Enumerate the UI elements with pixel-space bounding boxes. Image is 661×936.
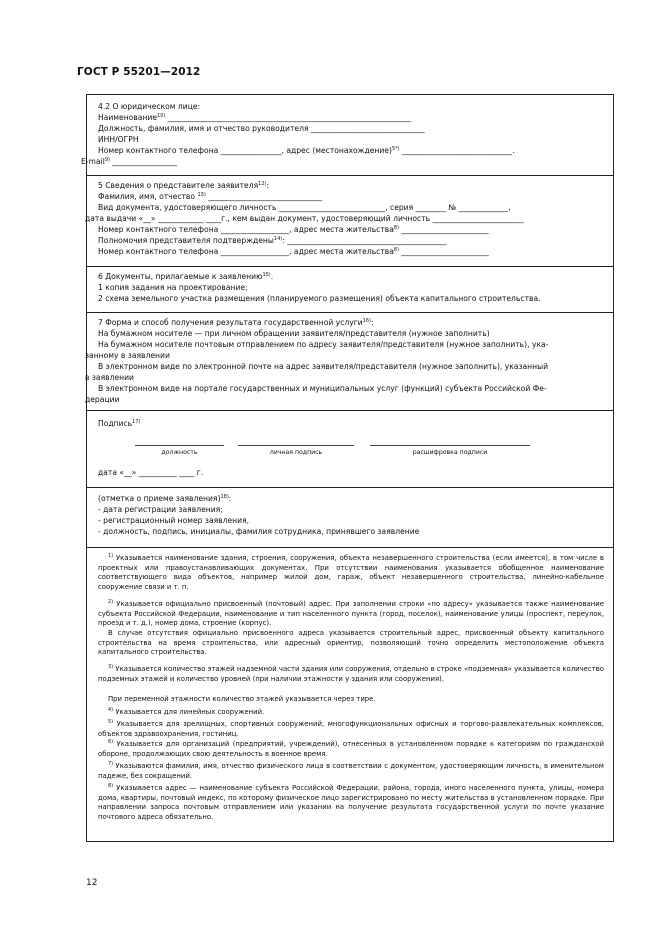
- residence-label: , адрес места жительства: [289, 225, 394, 234]
- footnote-text: Указывается адрес — наименование субъекта Российской Федерации, района, города, иного населенного пункта, улицы, номера дома, квартиры, почтовый индекс, по которому физическое лицо зарегистрировано по месту жительства в установленном порядке. При направлении запроса почтовым отправлением или указании на получение результата государственной услуги по почте указание почтового адреса обязательно.: [98, 784, 604, 821]
- footnote-text: Указывается для зрелищных, спортивных сооружений, многофункциональных офисных и торгово-развлекательных комплексов, объектов здравоохранения, гостиниц.: [98, 720, 604, 738]
- result-option-paper-personal[interactable]: На бумажном носителе — при личном обращении заявителя/представителя (нужное заполнить): [98, 329, 490, 338]
- footnote-text: Указывается для организаций (предприятий, учреждений), отнесенных в установленном порядке к категориям по гражданской обороне, продолжающих свою деятельность в военное время.: [98, 740, 604, 758]
- director-label: Должность, фамилия, имя и отчество руководителя: [98, 124, 309, 133]
- signature-decoding-caption: расшифровка подписи: [412, 449, 488, 456]
- residence-field[interactable]: _______________________: [401, 225, 489, 234]
- rep-powers-row: [98, 236, 447, 246]
- rep-doc-row: [98, 203, 511, 213]
- footnote-ref: 12): [258, 181, 267, 187]
- phone-field[interactable]: __________________: [220, 225, 290, 234]
- footnote-3-cont: При переменной этажности количество этажей указывается через тире.: [108, 695, 376, 703]
- footnote-ref: 8): [393, 225, 400, 231]
- fio-field[interactable]: ______________________________: [208, 192, 323, 201]
- legal-entity-section: [81, 95, 613, 176]
- document-item: 1 копия задания на проектирование;: [98, 283, 248, 292]
- documents-section: [87, 267, 613, 313]
- sign-day-field[interactable]: __: [124, 468, 132, 477]
- footnote-ref: 14): [273, 236, 283, 242]
- number-field[interactable]: _____________,: [458, 203, 511, 212]
- email-row: [81, 157, 177, 167]
- footnote-text: Указывается для линейных сооружений.: [115, 708, 265, 716]
- result-option-paper-post-cont: занному в заявлении: [85, 351, 170, 360]
- date-suffix: г.: [196, 468, 204, 477]
- page-number: 12: [86, 878, 98, 888]
- signature-section: [87, 411, 613, 488]
- footnote-marker: 6): [108, 739, 114, 745]
- signature-date-row: [98, 468, 203, 478]
- legal-entity-heading: 4.2 О юридическом лице:: [98, 102, 201, 111]
- documents-heading: [98, 272, 273, 282]
- acceptance-item: - дата регистрации заявления;: [98, 505, 223, 514]
- footnote-ref: 18): [220, 494, 229, 500]
- footnote-marker: 4): [108, 707, 114, 713]
- heading-text: 5 Сведения о представителе заявителя: [98, 181, 259, 190]
- footnote-ref: 8): [393, 247, 400, 253]
- heading-end: :: [371, 318, 374, 327]
- rep-fio-row: [98, 192, 322, 202]
- personal-signature-line[interactable]: [238, 445, 354, 446]
- result-heading: [98, 318, 374, 328]
- org-name-label: Наименование: [98, 113, 158, 122]
- position-line[interactable]: [135, 445, 224, 446]
- heading-text: (отметка о приеме заявления): [98, 494, 221, 503]
- email-field[interactable]: _________________: [112, 157, 177, 166]
- doc-label: Вид документа, удостоверяющего личность: [98, 203, 277, 212]
- phone-label: Номер контактного телефона: [98, 225, 219, 234]
- rep-phone-row: [98, 225, 489, 235]
- footnote-7: [98, 762, 604, 781]
- powers-end: :: [282, 236, 285, 245]
- result-option-portal-cont: дерации: [85, 395, 120, 404]
- doc-field[interactable]: ____________________________: [278, 203, 386, 212]
- signature-text: Подпись: [98, 419, 133, 428]
- personal-signature-caption: личная подпись: [269, 449, 323, 456]
- org-name-field[interactable]: ________________________________________________________________: [167, 113, 411, 122]
- footnote-1: [98, 554, 604, 592]
- result-option-paper-post[interactable]: На бумажном носителе почтовым отправлением по адресу заявителя/представителя (нужное заполнить), ука-: [98, 340, 549, 349]
- position-caption: должность: [161, 449, 198, 456]
- acceptance-item: - регистрационный номер заявления,: [98, 516, 250, 525]
- document-item: 2 схема земельного участка размещения (планируемого размещения) объекта капитального строительства.: [98, 294, 541, 303]
- issue-date-mid: »: [150, 214, 156, 223]
- signature-label: [98, 419, 141, 429]
- rep-issue-row: [85, 214, 524, 224]
- representative-heading: [98, 181, 269, 191]
- footnote-2-cont: В случае отсутствия официально присвоенного адреса указывается строительный адрес, присвоенный объекту капитального строительства на время строительства, или адресный ориентир, позволяющий точно определить местоположение объекта капитального строительства.: [98, 629, 604, 657]
- heading-end: .: [270, 272, 274, 281]
- footnote-marker: 3): [108, 664, 114, 670]
- rep-phone2-row: [98, 247, 489, 257]
- email-label: E-mail: [81, 157, 105, 166]
- date-prefix: дата «: [98, 468, 125, 477]
- acceptance-heading: [98, 494, 231, 504]
- powers-field[interactable]: __________________________________________: [287, 236, 447, 245]
- footnote-5: [98, 720, 604, 739]
- footnote-ref: 16): [362, 318, 371, 324]
- footnote-marker: 1): [108, 553, 114, 559]
- series-label: , серия: [385, 203, 414, 212]
- signature-decoding-line[interactable]: [370, 445, 530, 446]
- footnote-ref: 15): [262, 272, 271, 278]
- sign-year-field[interactable]: ____: [179, 468, 195, 477]
- number-label: №: [448, 203, 457, 212]
- address-label: , адрес (местонахождение): [281, 146, 392, 155]
- footnote-text: Указываются фамилия, имя, отчество физического лица в соответствии с документом, удостоверяющим личность, в именительном падеже, без сокращений.: [98, 762, 604, 780]
- acceptance-mark-section: [87, 488, 613, 548]
- acceptance-item: - должность, подпись, инициалы, фамилия сотрудника, принявшего заявление: [98, 527, 420, 536]
- issue-month-field[interactable]: ____________: [157, 214, 204, 223]
- issue-day-field[interactable]: __: [143, 214, 151, 223]
- org-name-row: [98, 113, 411, 123]
- footnote-ref: 10): [157, 113, 166, 119]
- date-mid: »: [131, 468, 137, 477]
- director-row: [98, 124, 425, 134]
- issued-by-label: г., кем выдан документ, удостоверяющий личность: [221, 214, 431, 223]
- series-field[interactable]: ________: [415, 203, 446, 212]
- application-form: [81, 94, 614, 842]
- issue-date-label: дата выдачи «: [85, 214, 144, 223]
- heading-end: :: [228, 494, 232, 503]
- footnote-2: [98, 600, 604, 629]
- heading-end: :: [266, 181, 270, 190]
- footnote-4: [98, 708, 604, 718]
- issue-year-field[interactable]: ____: [205, 214, 222, 223]
- phone-label: Номер контактного телефона: [98, 247, 219, 256]
- footnote-8: [98, 784, 604, 822]
- footnote-ref: 9): [104, 157, 110, 163]
- result-form-section: [87, 313, 613, 411]
- result-option-email[interactable]: В электронном виде по электронной почте на адрес заявителя/представителя (нужное заполнить), указанный: [98, 362, 549, 371]
- footnote-text: Указывается официально присвоенный (почтовый) адрес. При заполнении строки «по адресу» указывается также наименование субъекта Российской Федерации, наименование и тип населенного пункта (город, поселок), наименование улицы (проспект, переулок, проезд и т. д.), номер дома, строение (корпус).: [98, 600, 604, 628]
- footnote-marker: 7): [108, 761, 114, 767]
- footnote-marker: 2): [108, 599, 114, 605]
- sign-month-field[interactable]: __________: [138, 468, 177, 477]
- result-option-portal[interactable]: В электронном виде на портале государственных и муниципальных услуг (функций) субъекта Российской Фе-: [98, 384, 547, 393]
- footnote-ref: 5*): [391, 146, 400, 152]
- phone-field[interactable]: __________________: [220, 247, 290, 256]
- footnote-ref: 17): [132, 419, 141, 425]
- director-field[interactable]: ______________________________: [310, 124, 425, 133]
- inn-label: ИНН/ОГРН: [98, 135, 139, 144]
- footnote-6: [98, 740, 604, 759]
- heading-text: 7 Форма и способ получения результата государственной услуги: [98, 318, 363, 327]
- footnote-marker: 5): [108, 719, 114, 725]
- representative-section: [87, 176, 613, 267]
- phone-label: Номер контактного телефона: [98, 146, 219, 155]
- residence-label: , адрес места жительства: [289, 247, 394, 256]
- phone-field[interactable]: ________________: [220, 146, 282, 155]
- document-header: ГОСТ Р 55201—2012: [77, 66, 201, 78]
- footnote-3: [98, 665, 604, 684]
- residence-field[interactable]: _______________________: [401, 247, 489, 256]
- heading-text: 6 Документы, прилагаемые к заявлению: [98, 272, 263, 281]
- footnote-text: Указывается количество этажей надземной части здания или сооружения, отдельно в строке «подземная» указывается количество подземных этажей и количество уровней (при наличии этажности у здания или сооружения).: [98, 665, 604, 683]
- address-field[interactable]: _____________________________.: [402, 146, 515, 155]
- footnote-ref: 13): [197, 192, 206, 198]
- powers-label: Полномочия представителя подтверждены: [98, 236, 274, 245]
- footnote-text: Указывается наименование здания, строения, сооружения, объекта незавершенного строительства (если имеется), в том числе в проектных или правоустанавливающих документах. При отсутствии наименования указывается обобщенное наименование соответствующего вида объектов, например жилой дом, гараж, объект незавершенного строительства, линейно-кабельное сооружение связи и т. п.: [98, 554, 604, 591]
- issued-by-field[interactable]: ________________________: [432, 214, 524, 223]
- footnote-marker: 8): [108, 783, 114, 789]
- fio-label: Фамилия, имя, отчество: [98, 192, 196, 201]
- org-phone-row: [98, 146, 515, 156]
- result-option-email-cont: в заявлении: [85, 373, 134, 382]
